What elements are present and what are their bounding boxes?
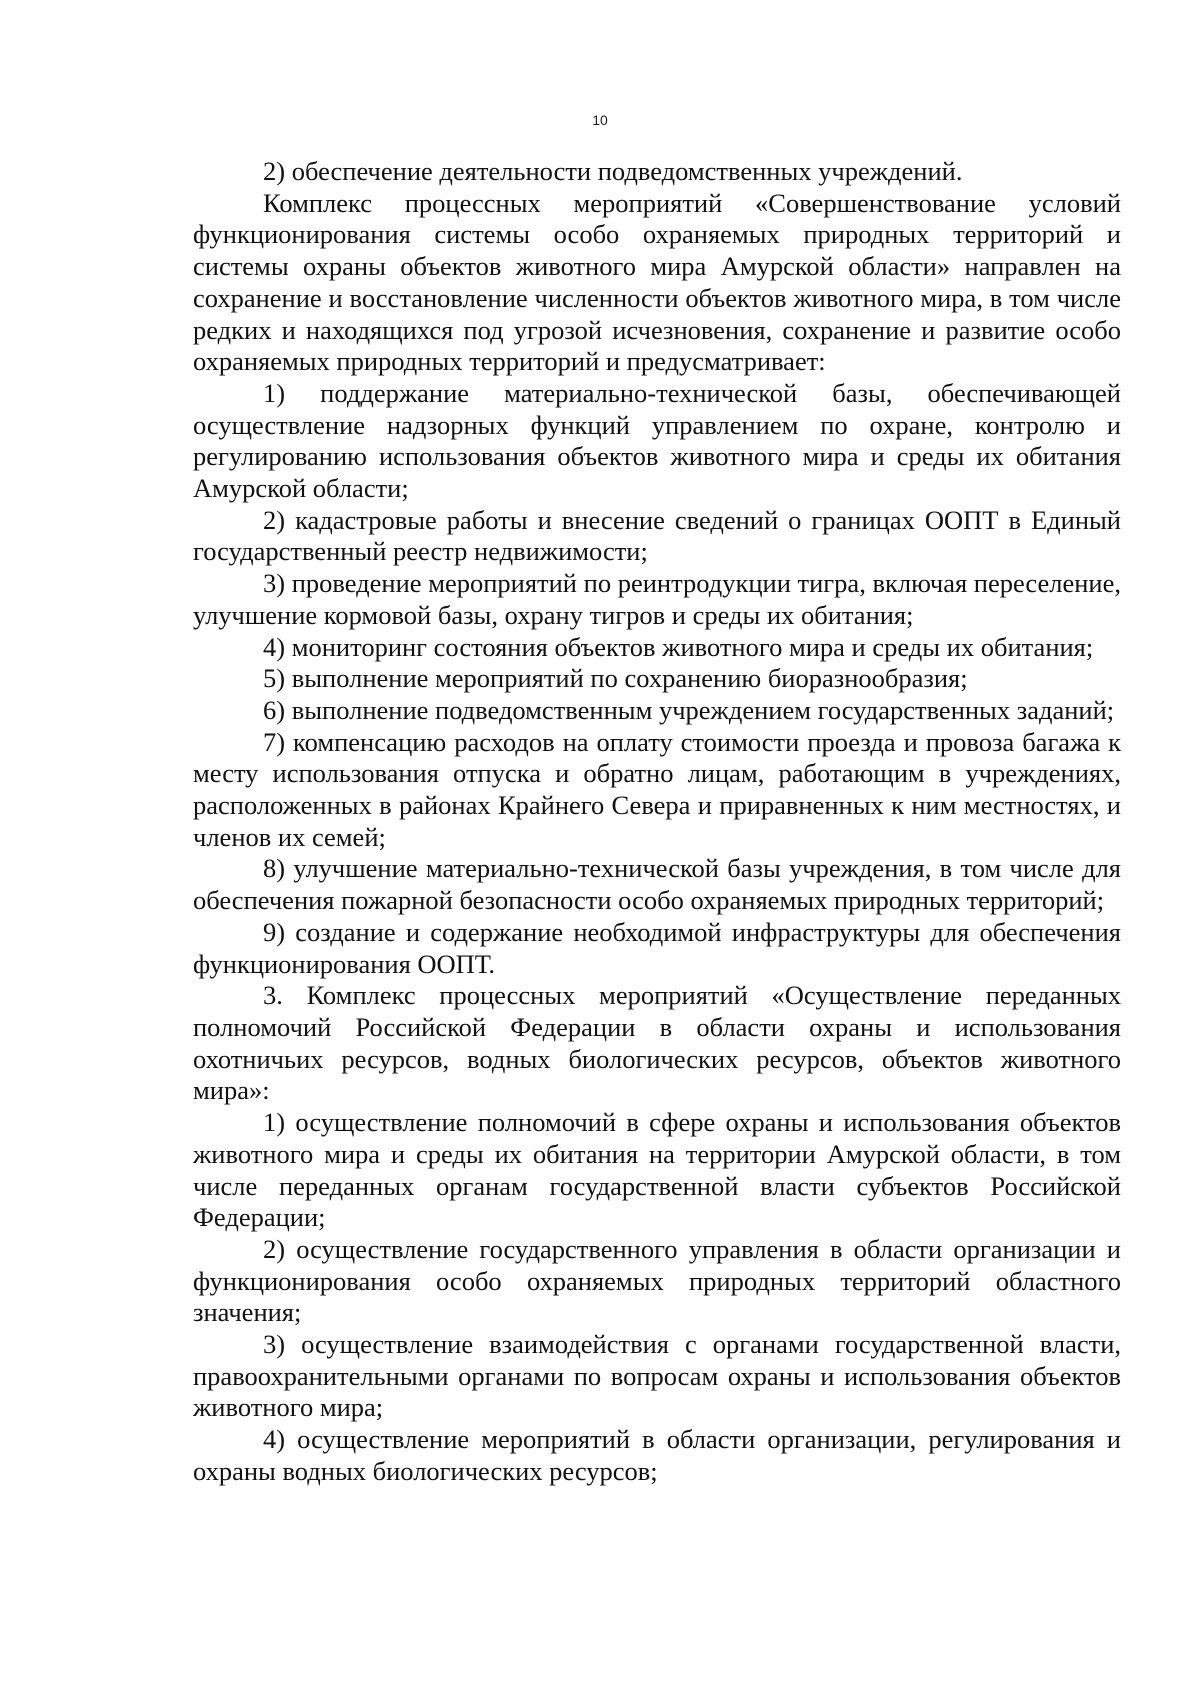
paragraph: 7) компенсацию расходов на оплату стоимости проезда и провоза багажа к месту использования отпуска и обратно лицам, работающим в учреждениях, расположенных в районах Крайнего Севера и приравненных к ним местностях, и членов их семей; (193, 726, 1121, 852)
paragraph: 4) мониторинг состояния объектов животного мира и среды их обитания; (263, 631, 1094, 662)
paragraph: 3. Комплекс процессных мероприятий «Осуществление переданных полномочий Российской Федерации в области охраны и использования охотничьих ресурсов, водных биологических ресурсов, объектов животного мира»: (193, 980, 1121, 1106)
paragraph: 2) кадастровые работы и внесение сведений о границах ООПТ в Единый государственный реестр недвижимости; (193, 504, 1121, 567)
paragraph: 5) выполнение мероприятий по сохранению биоразнообразия; (263, 663, 968, 694)
paragraph: 1) осуществление полномочий в сфере охраны и использования объектов животного мира и среды их обитания на территории Амурской области, в том числе переданных органам государственной власти субъектов Российской Федерации; (193, 1107, 1121, 1233)
paragraph: 8) улучшение материально-технической базы учреждения, в том числе для обеспечения пожарной безопасности особо охраняемых природных территорий; (193, 853, 1121, 916)
paragraph: Комплекс процессных мероприятий «Совершенствование условий функционирования системы особо охраняемых природных территорий и системы охраны объектов животного мира Амурской области» направлен на сохранение и восстановление численности объектов животного мира, в том числе редких и находящихся под угрозой исчезновения, сохранение и развитие особо охраняемых природных территорий и предусматривает: (193, 187, 1121, 377)
paragraph: 6) выполнение подведомственным учреждением государственных заданий; (263, 694, 1115, 725)
paragraph: 1) поддержание материально-технической базы, обеспечивающей осуществление надзорных функций управлением по охране, контролю и регулированию использования объектов животного мира и среды их обитания Амурской области; (193, 377, 1121, 504)
document-body (193, 156, 1121, 1488)
paragraph: 2) осуществление государственного управления в области организации и функционирования особо охраняемых природных территорий областного значения; (193, 1233, 1121, 1328)
page-number: 10 (592, 112, 608, 128)
paragraph: 4) осуществление мероприятий в области организации, регулирования и охраны водных биологических ресурсов; (193, 1424, 1121, 1486)
paragraph: 2) обеспечение деятельности подведомственных учреждений. (263, 156, 963, 186)
paragraph: 9) создание и содержание необходимой инфраструктуры для обеспечения функционирования ООПТ. (193, 916, 1121, 979)
paragraph: 3) проведение мероприятий по реинтродукции тигра, включая переселение, улучшение кормовой базы, охрану тигров и среды их обитания; (193, 568, 1121, 630)
paragraph: 3) осуществление взаимодействия с органами государственной власти, правоохранительными органами по вопросам охраны и использования объектов животного мира; (193, 1329, 1121, 1423)
